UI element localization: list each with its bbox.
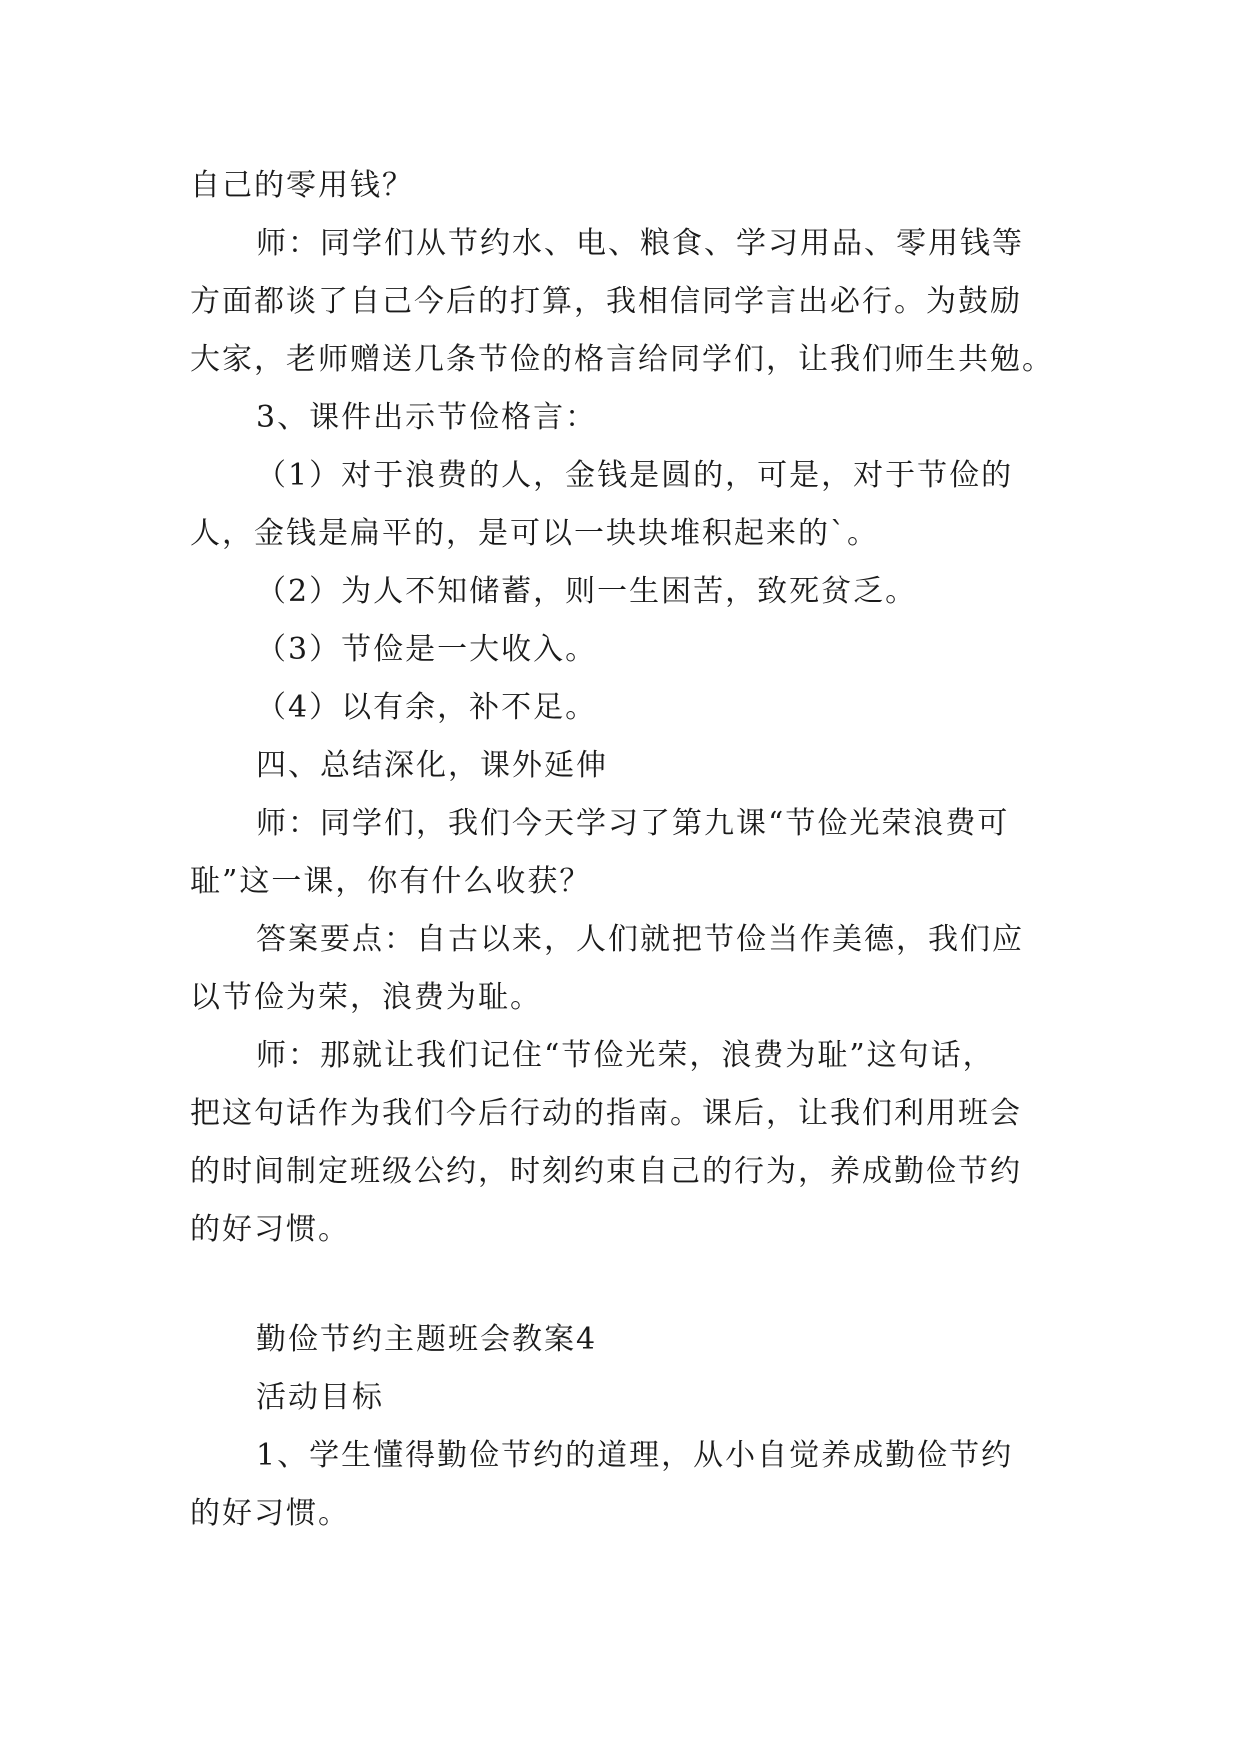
text-line: （4）以有余，补不足。	[256, 690, 598, 725]
text-line: 的时间制定班级公约，时刻约束自己的行为，养成勤俭节约	[190, 1154, 1022, 1189]
text-line: （3）节俭是一大收入。	[256, 632, 598, 667]
text-line: 师：同学们从节约水、电、粮食、学习用品、零用钱等	[256, 226, 1024, 261]
text-line: （1）对于浪费的人，金钱是圆的，可是，对于节俭的	[256, 458, 1014, 493]
text-line: 1、学生懂得勤俭节约的道理，从小自觉养成勤俭节约	[256, 1438, 1014, 1473]
text-line: 大家，老师赠送几条节俭的格言给同学们，让我们师生共勉。	[190, 342, 1054, 377]
section-heading: 活动目标	[256, 1380, 384, 1415]
text-line: 的好习惯。	[190, 1212, 350, 1247]
text-line: 把这句话作为我们今后行动的指南。课后，让我们利用班会	[190, 1096, 1022, 1131]
text-line: 答案要点：自古以来，人们就把节俭当作美德，我们应	[256, 922, 1024, 957]
text-line: 耻”这一课，你有什么收获？	[190, 864, 592, 899]
text-line: 以节俭为荣，浪费为耻。	[190, 980, 542, 1015]
text-line: 师：同学们，我们今天学习了第九课“节俭光荣浪费可	[256, 806, 1010, 841]
text-line: （2）为人不知储蓄，则一生困苦，致死贫乏。	[256, 574, 918, 609]
text-line: 人，金钱是扁平的，是可以一块块堆积起来的`。	[190, 516, 879, 551]
text-line: 3、课件出示节俭格言：	[256, 400, 598, 435]
text-line: 自己的零用钱？	[190, 168, 414, 203]
document-title: 勤俭节约主题班会教案4	[256, 1322, 598, 1357]
section-heading: 四、总结深化，课外延伸	[256, 748, 608, 783]
text-line: 师：那就让我们记住“节俭光荣，浪费为耻”这句话，	[256, 1038, 995, 1073]
text-line: 方面都谈了自己今后的打算，我相信同学言出必行。为鼓励	[190, 284, 1022, 319]
text-line: 的好习惯。	[190, 1496, 350, 1531]
